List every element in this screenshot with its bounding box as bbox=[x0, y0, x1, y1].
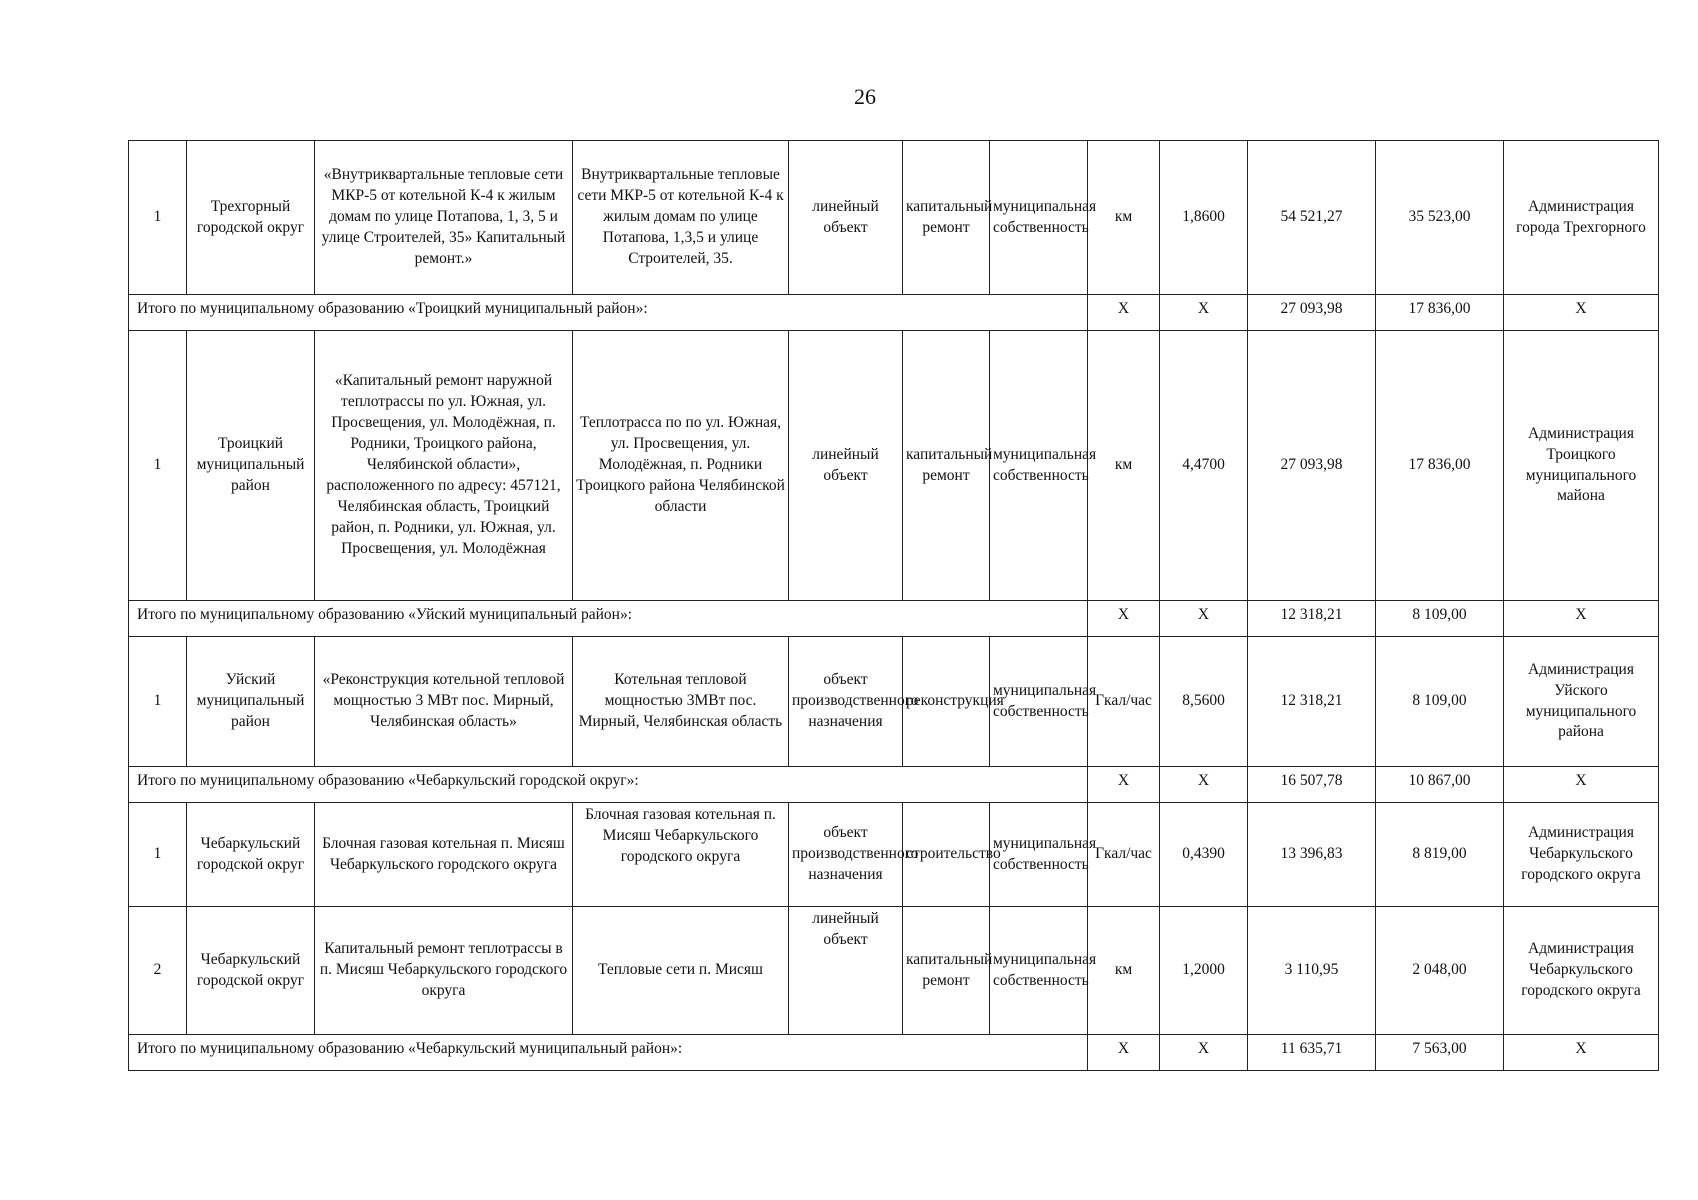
page-number: 26 bbox=[854, 84, 876, 109]
object-type-cell: линейный объект bbox=[789, 141, 903, 295]
unit-cell: Х bbox=[1088, 601, 1160, 637]
object-type-cell: объект производственного назначения bbox=[789, 637, 903, 767]
object-type-cell: линейный объект bbox=[789, 907, 903, 1035]
unit-cell: км bbox=[1088, 907, 1160, 1035]
object-description-cell: Блочная газовая котельная п. Мисяш Чебаркульского городского округа bbox=[573, 803, 789, 907]
total-label: Итого по муниципальному образованию «Уйский муниципальный район»: bbox=[129, 601, 1088, 637]
municipality-cell: Чебаркульский городской округ bbox=[187, 803, 315, 907]
work-type-cell: реконструкция bbox=[903, 637, 990, 767]
object-name-cell: «Внутриквартальные тепловые сети МКР-5 от котельной К-4 к жилым домам по улице Потапова, 1, 3, 5 и улице Строителей, 35» Капитальный ремонт.» bbox=[315, 141, 573, 295]
unit-cell: Х bbox=[1088, 295, 1160, 331]
subsidy-cell: 7 563,00 bbox=[1376, 1035, 1504, 1071]
object-name-cell: «Капитальный ремонт наружной теплотрассы по ул. Южная, ул. Просвещения, ул. Молодёжная, п. Родники, Троицкого района, Челябинской области», расположенного по адресу: 457121, Челябинская область, Троицкий район, п. Родники, ул. Южная, ул. Просвещения, ул. Молодёжная bbox=[315, 331, 573, 601]
row-number: 1 bbox=[129, 331, 187, 601]
municipality-cell: Чебаркульский городской округ bbox=[187, 907, 315, 1035]
object-name-cell: Капитальный ремонт теплотрассы в п. Мисяш Чебаркульского городского округа bbox=[315, 907, 573, 1035]
ownership-cell: муниципальная собственность bbox=[990, 331, 1088, 601]
total-row bbox=[129, 1035, 1659, 1071]
cost-cell: 27 093,98 bbox=[1248, 331, 1376, 601]
unit-cell: км bbox=[1088, 141, 1160, 295]
subsidy-cell: 8 819,00 bbox=[1376, 803, 1504, 907]
object-type-cell: объект производственного назначения bbox=[789, 803, 903, 907]
customer-cell: Администрация Троицкого муниципального майона bbox=[1504, 331, 1659, 601]
table-row bbox=[129, 637, 1659, 767]
unit-cell: Х bbox=[1088, 767, 1160, 803]
customer-cell: Администрация города Трехгорного bbox=[1504, 141, 1659, 295]
subsidy-cell: 2 048,00 bbox=[1376, 907, 1504, 1035]
cost-cell: 11 635,71 bbox=[1248, 1035, 1376, 1071]
cost-cell: 27 093,98 bbox=[1248, 295, 1376, 331]
subsidy-cell: 8 109,00 bbox=[1376, 637, 1504, 767]
object-name-cell: Блочная газовая котельная п. Мисяш Чебаркульского городского округа bbox=[315, 803, 573, 907]
cost-cell: 3 110,95 bbox=[1248, 907, 1376, 1035]
table-row bbox=[129, 803, 1659, 907]
object-description-cell: Котельная тепловой мощностью 3МВт пос. Мирный, Челябинская область bbox=[573, 637, 789, 767]
subsidy-cell: 10 867,00 bbox=[1376, 767, 1504, 803]
unit-cell: Гкал/час bbox=[1088, 803, 1160, 907]
total-label: Итого по муниципальному образованию «Троицкий муниципальный район»: bbox=[129, 295, 1088, 331]
subsidy-table bbox=[128, 140, 1659, 1071]
capacity-cell: 1,8600 bbox=[1160, 141, 1248, 295]
object-description-cell: Внутриквартальные тепловые сети МКР-5 от котельной К-4 к жилым домам по улице Потапова, 1,3,5 и улице Строителей, 35. bbox=[573, 141, 789, 295]
row-number: 1 bbox=[129, 803, 187, 907]
customer-cell: Администрация Чебаркульского городского округа bbox=[1504, 803, 1659, 907]
capacity-cell: Х bbox=[1160, 1035, 1248, 1071]
total-row bbox=[129, 601, 1659, 637]
table-row bbox=[129, 331, 1659, 601]
customer-cell: Х bbox=[1504, 1035, 1659, 1071]
ownership-cell: муниципальная собственность bbox=[990, 141, 1088, 295]
customer-cell: Х bbox=[1504, 601, 1659, 637]
cost-cell: 16 507,78 bbox=[1248, 767, 1376, 803]
row-number: 2 bbox=[129, 907, 187, 1035]
cost-cell: 12 318,21 bbox=[1248, 601, 1376, 637]
unit-cell: Гкал/час bbox=[1088, 637, 1160, 767]
municipality-cell: Трехгорный городской округ bbox=[187, 141, 315, 295]
total-row bbox=[129, 295, 1659, 331]
customer-cell: Х bbox=[1504, 767, 1659, 803]
object-type-cell: линейный объект bbox=[789, 331, 903, 601]
customer-cell: Администрация Чебаркульского городского округа bbox=[1504, 907, 1659, 1035]
work-type-cell: строительство bbox=[903, 803, 990, 907]
capacity-cell: 1,2000 bbox=[1160, 907, 1248, 1035]
capacity-cell: 4,4700 bbox=[1160, 331, 1248, 601]
customer-cell: Х bbox=[1504, 295, 1659, 331]
capacity-cell: 8,5600 bbox=[1160, 637, 1248, 767]
unit-cell: км bbox=[1088, 331, 1160, 601]
unit-cell: Х bbox=[1088, 1035, 1160, 1071]
cost-cell: 12 318,21 bbox=[1248, 637, 1376, 767]
capacity-cell: Х bbox=[1160, 767, 1248, 803]
ownership-cell: муниципальная собственность bbox=[990, 637, 1088, 767]
work-type-cell: капитальный ремонт bbox=[903, 141, 990, 295]
table-row bbox=[129, 141, 1659, 295]
table-row bbox=[129, 907, 1659, 1035]
municipality-cell: Уйский муниципальный район bbox=[187, 637, 315, 767]
cost-cell: 54 521,27 bbox=[1248, 141, 1376, 295]
capacity-cell: Х bbox=[1160, 601, 1248, 637]
ownership-cell: муниципальная собственность bbox=[990, 907, 1088, 1035]
cost-cell: 13 396,83 bbox=[1248, 803, 1376, 907]
capacity-cell: 0,4390 bbox=[1160, 803, 1248, 907]
object-description-cell: Тепловые сети п. Мисяш bbox=[573, 907, 789, 1035]
work-type-cell: капитальный ремонт bbox=[903, 907, 990, 1035]
total-label: Итого по муниципальному образованию «Чебаркульский муниципальный район»: bbox=[129, 1035, 1088, 1071]
total-label: Итого по муниципальному образованию «Чебаркульский городской округ»: bbox=[129, 767, 1088, 803]
total-row bbox=[129, 767, 1659, 803]
subsidy-cell: 17 836,00 bbox=[1376, 295, 1504, 331]
municipality-cell: Троицкий муниципальный район bbox=[187, 331, 315, 601]
work-type-cell: капитальный ремонт bbox=[903, 331, 990, 601]
object-description-cell: Теплотрасса по по ул. Южная, ул. Просвещения, ул. Молодёжная, п. Родники Троицкого района Челябинской области bbox=[573, 331, 789, 601]
subsidy-cell: 35 523,00 bbox=[1376, 141, 1504, 295]
customer-cell: Администрация Уйского муниципального района bbox=[1504, 637, 1659, 767]
ownership-cell: муниципальная собственность bbox=[990, 803, 1088, 907]
subsidy-cell: 17 836,00 bbox=[1376, 331, 1504, 601]
capacity-cell: Х bbox=[1160, 295, 1248, 331]
row-number: 1 bbox=[129, 637, 187, 767]
object-name-cell: «Реконструкция котельной тепловой мощностью 3 МВт пос. Мирный, Челябинская область» bbox=[315, 637, 573, 767]
subsidy-cell: 8 109,00 bbox=[1376, 601, 1504, 637]
row-number: 1 bbox=[129, 141, 187, 295]
